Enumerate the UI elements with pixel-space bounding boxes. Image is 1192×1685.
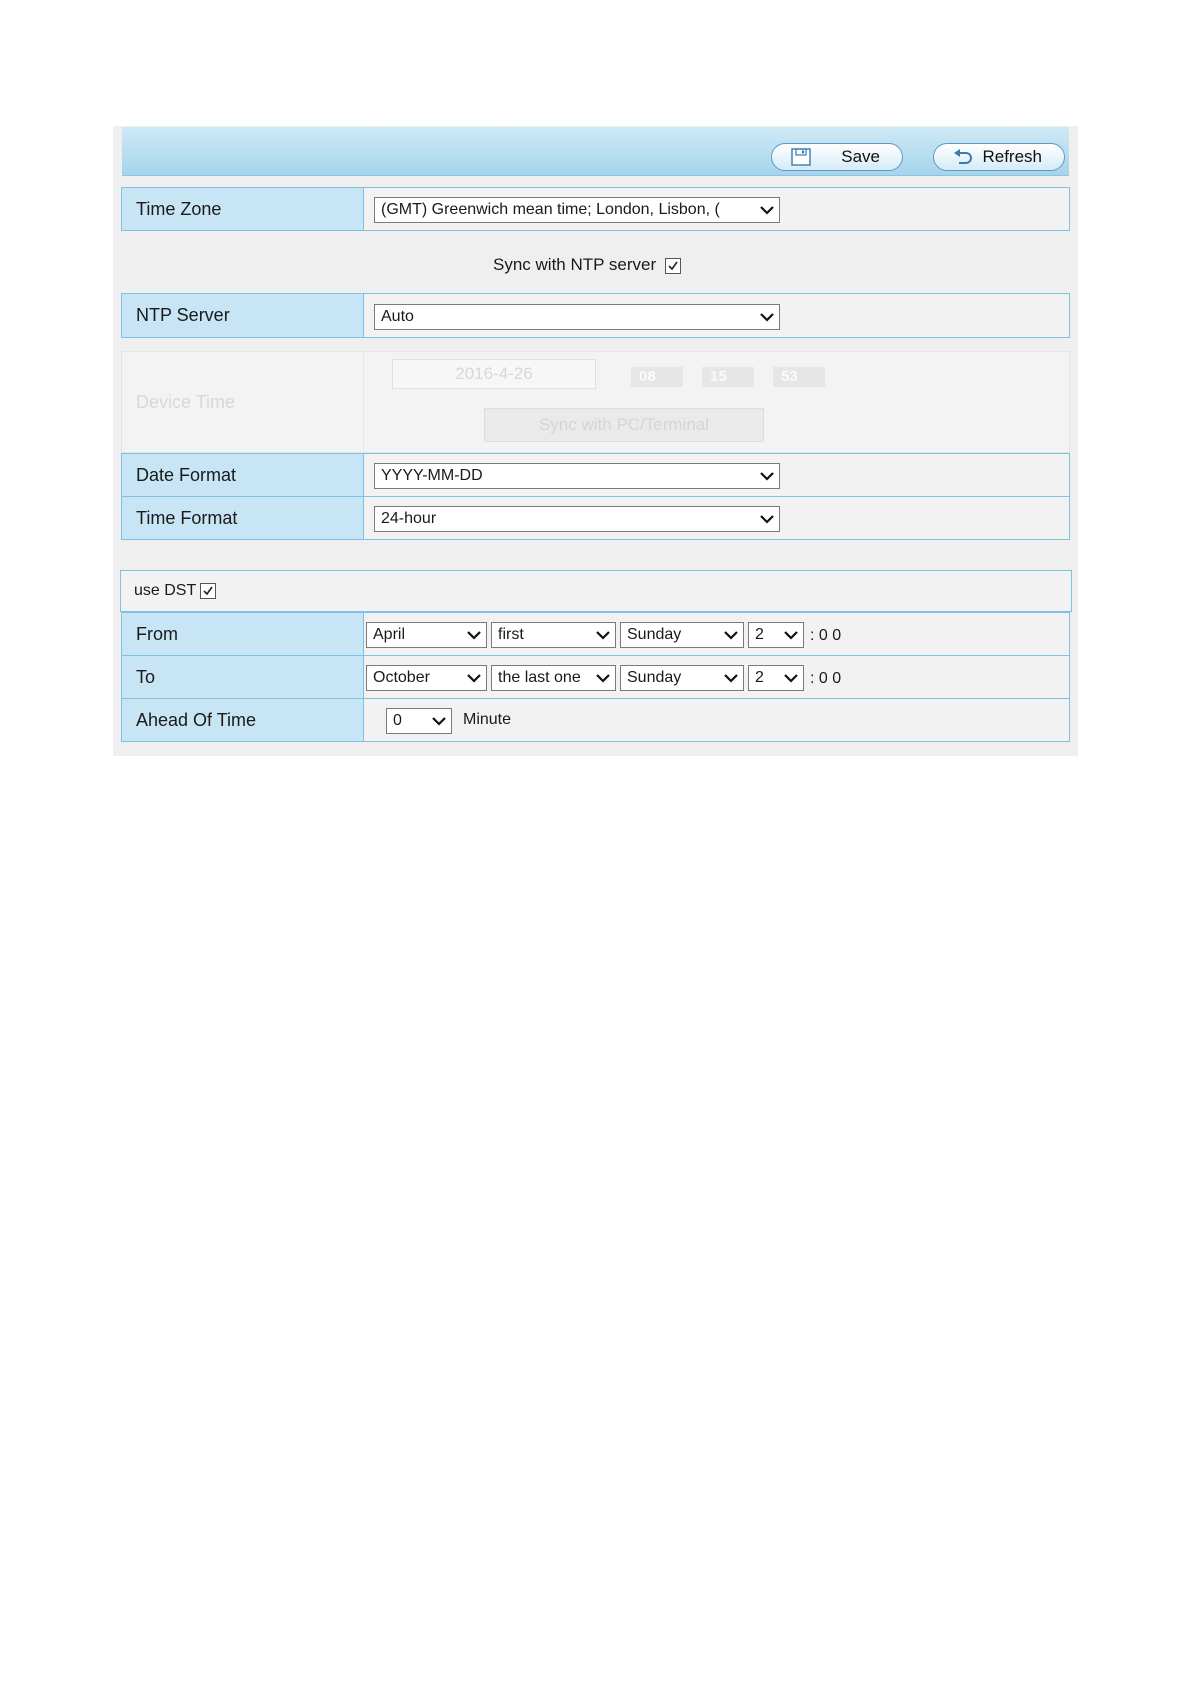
time-format-select[interactable] bbox=[374, 506, 780, 532]
chevron-down-icon bbox=[759, 512, 775, 526]
device-hour-select bbox=[631, 367, 683, 387]
sync-with-pc-button: Sync with PC/Terminal bbox=[484, 408, 764, 442]
use-dst-checkbox[interactable] bbox=[200, 583, 216, 599]
ahead-of-time-row bbox=[121, 698, 1070, 742]
checkmark-icon bbox=[202, 585, 214, 597]
from-week-value: first bbox=[498, 626, 524, 643]
ntp-server-label: NTP Server bbox=[122, 294, 364, 337]
time-format-row bbox=[121, 496, 1070, 540]
refresh-arrow-icon bbox=[952, 148, 974, 166]
use-dst-label: use DST bbox=[134, 582, 197, 599]
time-format-value-cell bbox=[364, 497, 1069, 539]
dst-to-label: To bbox=[122, 656, 364, 698]
date-format-select[interactable] bbox=[374, 463, 780, 489]
date-format-label: Date Format bbox=[122, 454, 364, 496]
chevron-down-icon bbox=[723, 628, 739, 642]
from-day-select[interactable] bbox=[620, 622, 744, 648]
time-zone-select-value: (GMT) Greenwich mean time; London, Lisbon, ( bbox=[381, 201, 720, 218]
sync-ntp-label: Sync with NTP server bbox=[493, 255, 657, 274]
device-second-select bbox=[773, 367, 825, 387]
chevron-down-icon bbox=[595, 671, 611, 685]
to-week-value: the last one bbox=[498, 669, 581, 686]
ahead-of-time-select[interactable] bbox=[386, 708, 452, 734]
dst-from-row bbox=[121, 612, 1070, 656]
save-button[interactable] bbox=[771, 143, 903, 171]
chevron-down-icon bbox=[466, 671, 482, 685]
dst-to-row bbox=[121, 655, 1070, 699]
from-hour-select[interactable] bbox=[748, 622, 804, 648]
checkmark-icon bbox=[667, 260, 679, 272]
time-zone-value-cell bbox=[364, 188, 1069, 230]
device-second-value: 53 bbox=[781, 368, 798, 385]
ahead-of-time-value-cell bbox=[364, 699, 1069, 741]
to-hour-select[interactable] bbox=[748, 665, 804, 691]
chevron-down-icon bbox=[723, 671, 739, 685]
to-day-select[interactable] bbox=[620, 665, 744, 691]
chevron-down-icon bbox=[759, 203, 775, 217]
date-format-value-cell bbox=[364, 454, 1069, 496]
time-zone-select[interactable] bbox=[374, 197, 780, 223]
ntp-server-row bbox=[121, 293, 1070, 338]
save-button-label: Save bbox=[841, 147, 880, 166]
chevron-down-icon bbox=[783, 628, 799, 642]
from-time-suffix: : 0 0 bbox=[810, 627, 842, 644]
date-format-row bbox=[121, 453, 1070, 497]
ahead-of-time-unit: Minute bbox=[463, 711, 512, 728]
time-zone-label: Time Zone bbox=[122, 188, 364, 230]
sync-ntp-checkbox[interactable] bbox=[665, 258, 681, 274]
sync-ntp-control bbox=[493, 255, 681, 275]
dst-from-label: From bbox=[122, 613, 364, 655]
chevron-down-icon bbox=[759, 310, 775, 324]
dst-from-value-cell bbox=[364, 613, 1069, 655]
to-week-select[interactable] bbox=[491, 665, 616, 691]
ntp-server-value-cell bbox=[364, 294, 1069, 337]
date-format-select-value: YYYY-MM-DD bbox=[381, 467, 483, 484]
device-date-input: 2016-4-26 bbox=[392, 359, 596, 389]
refresh-button-label: Refresh bbox=[982, 147, 1042, 166]
to-time-suffix: : 0 0 bbox=[810, 670, 842, 687]
chevron-down-icon bbox=[759, 469, 775, 483]
chevron-down-icon bbox=[466, 628, 482, 642]
chevron-down-icon bbox=[783, 671, 799, 685]
device-time-label: Device Time bbox=[122, 352, 364, 452]
device-hour-value: 08 bbox=[639, 368, 656, 385]
toolbar bbox=[122, 127, 1069, 176]
time-zone-row bbox=[121, 187, 1070, 231]
to-month-select[interactable] bbox=[366, 665, 487, 691]
from-hour-value: 2 bbox=[755, 626, 764, 643]
dst-to-value-cell bbox=[364, 656, 1069, 698]
to-hour-value: 2 bbox=[755, 669, 764, 686]
from-week-select[interactable] bbox=[491, 622, 616, 648]
to-month-value: October bbox=[373, 669, 430, 686]
floppy-disk-icon bbox=[790, 148, 812, 166]
time-format-select-value: 24-hour bbox=[381, 510, 437, 527]
device-minute-select bbox=[702, 367, 754, 387]
chevron-down-icon bbox=[595, 628, 611, 642]
device-time-row bbox=[121, 351, 1070, 453]
ntp-server-select[interactable] bbox=[374, 304, 780, 330]
to-day-value: Sunday bbox=[627, 669, 682, 686]
from-day-value: Sunday bbox=[627, 626, 682, 643]
from-month-select[interactable] bbox=[366, 622, 487, 648]
use-dst-control bbox=[120, 570, 1072, 612]
time-settings-panel bbox=[113, 126, 1078, 756]
from-month-value: April bbox=[373, 626, 406, 643]
ntp-server-select-value: Auto bbox=[381, 308, 414, 325]
time-format-label: Time Format bbox=[122, 497, 364, 539]
chevron-down-icon bbox=[431, 714, 447, 728]
refresh-button[interactable] bbox=[933, 143, 1065, 171]
device-minute-value: 15 bbox=[710, 368, 727, 385]
ahead-of-time-value: 0 bbox=[393, 712, 402, 729]
ahead-of-time-label: Ahead Of Time bbox=[122, 699, 364, 741]
